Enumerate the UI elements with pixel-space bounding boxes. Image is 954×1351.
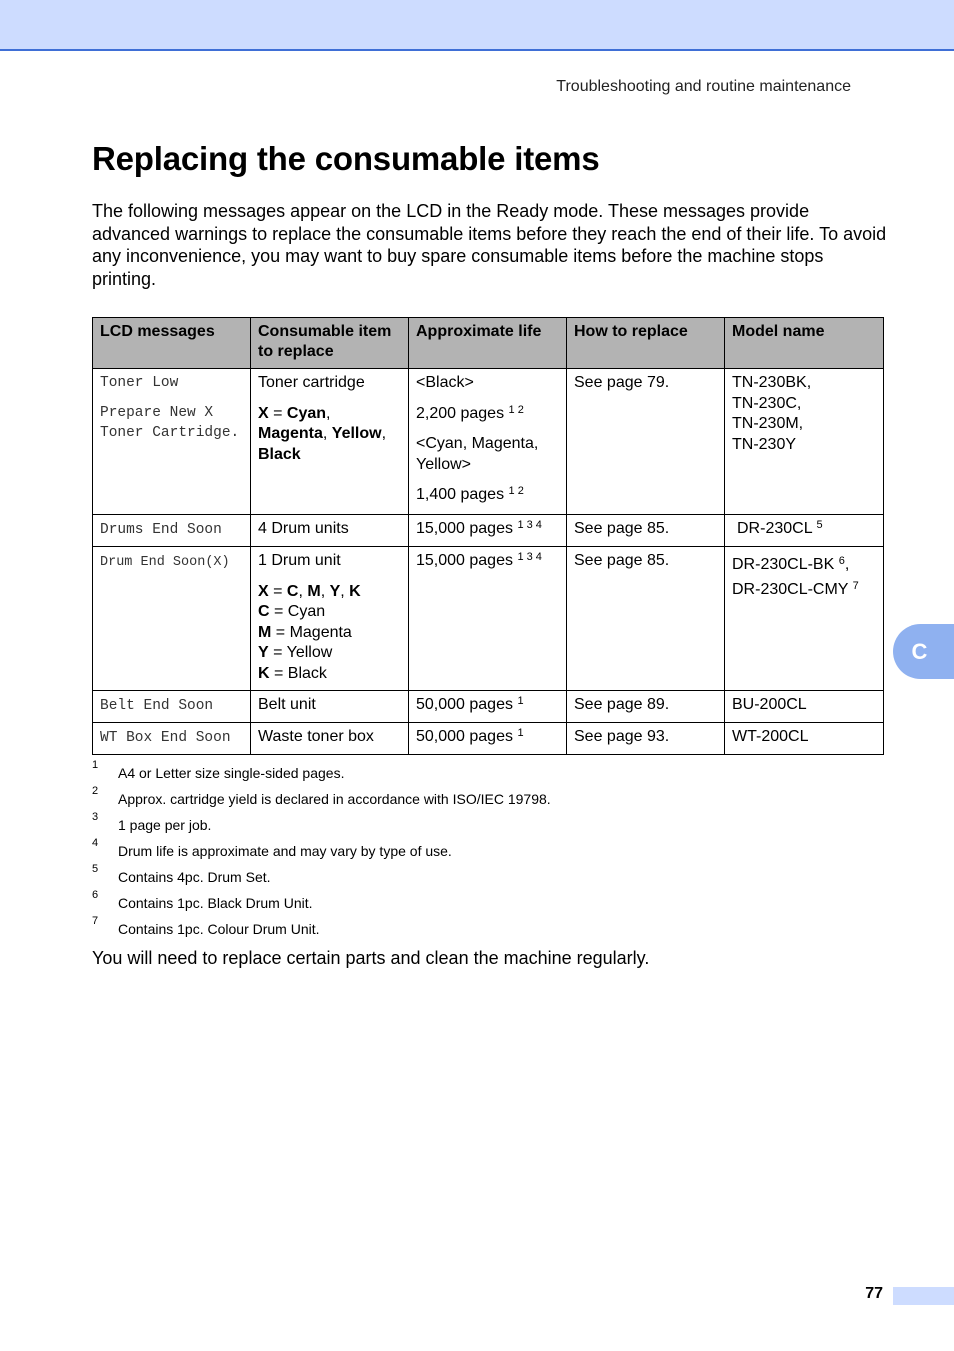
consumable-item-cell: 4 Drum units — [251, 515, 409, 547]
page-number: 77 — [865, 1285, 883, 1302]
life-value: 1,400 pages $^{1 2}$ — [416, 485, 524, 503]
header-lcd-messages: LCD messages — [93, 318, 251, 369]
lcd-message: Belt End Soon — [100, 698, 214, 714]
intro-paragraph: The following messages appear on the LCD in the Ready mode. These messages provide advanced warnings to replace the consumable items before they reach the end of their life. To avoid any inconvenience, you may want to buy spare consumable items before the machine stops printing. — [92, 201, 887, 289]
table-row — [93, 515, 884, 547]
footnote-ref: 1 — [517, 695, 524, 707]
lcd-message: Drums End Soon — [100, 522, 222, 538]
header-model-name: Model name — [725, 318, 884, 369]
model-name-cell: BU-200CL — [725, 691, 884, 723]
header-band — [0, 0, 954, 51]
color-legend-line: M = Magenta — [258, 623, 352, 641]
lcd-message-cell — [93, 691, 251, 723]
consumable-item-cell: Belt unit — [251, 691, 409, 723]
approximate-life-cell: 15,000 pages $^{1 3 4}$ — [409, 515, 567, 547]
how-to-replace-cell: See page 93. — [567, 723, 725, 755]
header-approximate-life: Approximate life — [409, 318, 567, 369]
lcd-message-cell — [93, 547, 251, 691]
lcd-message: Prepare New X — [100, 405, 214, 421]
header-how-to-replace: How to replace — [567, 318, 725, 369]
model-name-cell: TN-230BK, TN-230C, TN-230M, TN-230Y — [725, 369, 884, 515]
footnote: 1 A4 or Letter size single-sided pages. — [92, 759, 345, 781]
table-header-row — [93, 318, 884, 369]
header-consumable-item: Consumable item to replace — [251, 318, 409, 369]
footnote-ref: 1 3 4 — [517, 519, 542, 531]
footnote: 6 Contains 1pc. Black Drum Unit. — [92, 889, 313, 911]
lcd-message: Toner Low — [100, 375, 179, 391]
lcd-message: Drum End Soon(X) — [100, 555, 230, 570]
color-legend-line: X = C, M, Y, K — [258, 582, 361, 600]
footnote-ref: 5 — [816, 519, 823, 531]
how-to-replace-cell: See page 85. — [567, 515, 725, 547]
color-legend-line: C = Cyan — [258, 603, 326, 620]
approximate-life-cell: 15,000 pages $^{1 3 4}$ — [409, 547, 567, 691]
lcd-message: Toner Cartridge. — [100, 425, 240, 441]
page-title: Replacing the consumable items — [92, 140, 600, 177]
footnote: 4 Drum life is approximate and may vary by type of use. — [92, 837, 452, 859]
color-legend-line: Y = Yellow — [258, 644, 333, 661]
approximate-life-cell — [409, 369, 567, 515]
closing-paragraph: You will need to replace certain parts and clean the machine regularly. — [92, 948, 650, 968]
consumable-item: Toner cartridge — [258, 374, 365, 391]
footnote-ref: 7 — [852, 579, 859, 592]
footnote-ref: 1 — [517, 727, 524, 739]
model-name-cell: DR-230CL-BK $^6$, DR-230CL-CMY $^7$ — [725, 547, 884, 691]
color-legend-line: K = Black — [258, 664, 327, 682]
lcd-message-cell — [93, 515, 251, 547]
footnote: 3 1 page per job. — [92, 811, 212, 833]
table-row — [93, 691, 884, 723]
consumables-table — [92, 317, 884, 755]
life-label: <Black> — [416, 374, 474, 391]
footnote-ref: 1 2 — [508, 485, 524, 497]
footnote-ref: 6 — [838, 555, 845, 567]
consumable-item-cell: Waste toner box — [251, 723, 409, 755]
footnotes — [92, 760, 852, 942]
consumable-item-cell — [251, 547, 409, 691]
lcd-message-cell — [93, 723, 251, 755]
lcd-message: WT Box End Soon — [100, 730, 231, 746]
footnote-ref: 1 2 — [508, 403, 524, 416]
footnote: 5 Contains 4pc. Drum Set. — [92, 863, 271, 885]
approximate-life-cell: 50,000 pages $^1$ — [409, 723, 567, 755]
model-name-cell: WT-200CL — [725, 723, 884, 755]
consumable-item: 1 Drum unit — [258, 552, 341, 569]
approximate-life-cell: 50,000 pages $^1$ — [409, 691, 567, 723]
table-row — [93, 723, 884, 755]
chapter-tab: C — [893, 624, 954, 679]
consumable-item-cell — [251, 369, 409, 515]
running-header: Troubleshooting and routine maintenance — [556, 78, 851, 95]
footnote: 7 Contains 1pc. Colour Drum Unit. — [92, 915, 320, 937]
life-label: <Cyan, Magenta, Yellow> — [416, 435, 539, 473]
footer-bar — [893, 1287, 954, 1305]
table-row — [93, 547, 884, 691]
how-to-replace-cell: See page 79. — [567, 369, 725, 515]
model-name-cell: DR-230CL $^5$ — [725, 515, 884, 547]
how-to-replace-cell: See page 85. — [567, 547, 725, 691]
lcd-message-cell — [93, 369, 251, 515]
footnote-ref: 1 3 4 — [517, 551, 542, 563]
footnote: 2 Approx. cartridge yield is declared in accordance with ISO/IEC 19798. — [92, 785, 551, 807]
life-value: 2,200 pages $^{1 2}$ — [416, 403, 524, 422]
table-row — [93, 369, 884, 515]
how-to-replace-cell: See page 89. — [567, 691, 725, 723]
color-legend: X = Cyan, Magenta, Yellow, Black — [258, 404, 387, 463]
